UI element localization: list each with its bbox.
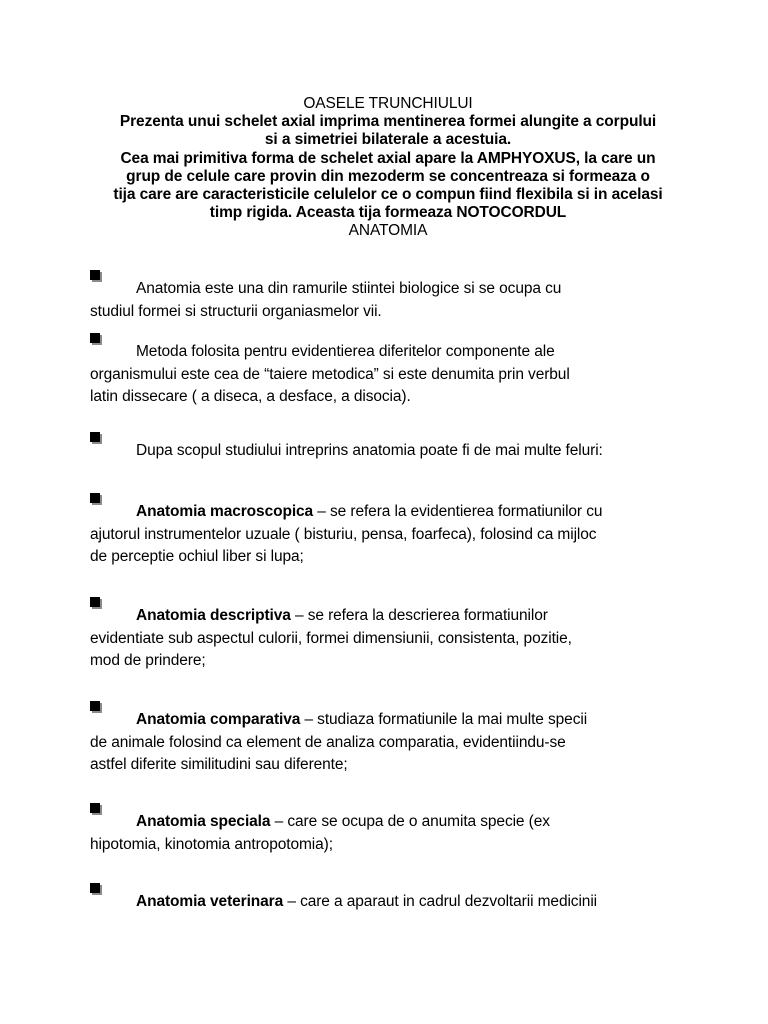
bullet-item bbox=[90, 270, 690, 323]
bullet-continuation-line: ajutorul instrumentelor uzuale ( bisturiu, pensa, foarfeca), folosind ca mijloc bbox=[90, 525, 597, 543]
square-bullet-icon bbox=[90, 701, 100, 711]
bullet-text: – care se ocupa de o anumita specie (ex bbox=[270, 813, 550, 830]
bullet-continuation-line: hipotomia, kinotomia antropotomia); bbox=[90, 835, 333, 853]
intro-paragraph-line: Cea mai primitiva forma de schelet axial apare la AMPHYOXUS, la care un bbox=[120, 149, 656, 167]
square-bullet-icon bbox=[90, 270, 100, 280]
bullet-first-line bbox=[90, 709, 690, 732]
bullet-first-line bbox=[90, 891, 690, 914]
bullet-item bbox=[90, 803, 690, 856]
bullet-text: Dupa scopul studiului intreprins anatomia poate fi de mai multe feluri: bbox=[136, 442, 603, 459]
section-subtitle: ANATOMIA bbox=[348, 222, 428, 240]
bullet-continuation-line: studiul formei si structurii organiasmelor vii. bbox=[90, 302, 382, 320]
intro-paragraph-line: grup de celule care provin din mezoderm se concentreaza si formeaza o bbox=[126, 167, 650, 185]
bullet-item bbox=[90, 333, 690, 409]
intro-paragraph-line: Prezenta unui schelet axial imprima mentinerea formei alungite a corpului bbox=[119, 113, 657, 131]
bullet-term: Anatomia comparativa bbox=[136, 711, 301, 728]
bullet-first-line bbox=[90, 440, 690, 463]
square-bullet-icon bbox=[90, 333, 100, 343]
bullet-first-line bbox=[90, 501, 690, 524]
bullet-term: Anatomia descriptiva bbox=[136, 607, 291, 624]
bullet-continuation-line: de perceptie ochiul liber si lupa; bbox=[90, 548, 304, 565]
bullet-text: Anatomia este una din ramurile stiintei biologice si se ocupa cu bbox=[136, 280, 562, 297]
bullet-first-line bbox=[90, 605, 690, 628]
bullet-text: – studiaza formatiunile la mai multe specii bbox=[300, 711, 588, 728]
bullet-term: Anatomia speciala bbox=[136, 813, 271, 830]
square-bullet-icon bbox=[90, 883, 100, 893]
bullet-item bbox=[90, 432, 690, 463]
square-bullet-icon bbox=[90, 597, 100, 607]
bullet-first-line bbox=[90, 278, 690, 301]
intro-paragraph-line: tija care are caracteristicile celulelor ce o compun fiind flexibila si in acelasi bbox=[113, 186, 663, 204]
square-bullet-icon bbox=[90, 803, 100, 813]
intro-paragraph-line: si a simetriei bilaterale a acestuia. bbox=[264, 131, 512, 149]
intro-paragraph-line: timp rigida. Aceasta tija formeaza NOTOCORDUL bbox=[209, 204, 567, 222]
bullet-text: – se refera la descrierea formatiunilor bbox=[290, 607, 548, 624]
bullet-item bbox=[90, 597, 690, 673]
bullet-item bbox=[90, 493, 690, 569]
bullet-term: Anatomia veterinara bbox=[136, 893, 284, 910]
bullet-continuation-line: mod de prindere; bbox=[90, 652, 206, 669]
bullet-first-line bbox=[90, 341, 690, 364]
bullet-text: – se refera la evidentierea formatiunilor cu bbox=[313, 503, 603, 520]
bullet-continuation-line: de animale folosind ca element de analiza comparatia, evidentiindu-se bbox=[90, 733, 566, 751]
bullet-continuation-line: organismului este cea de “taiere metodica” si este denumita prin verbul bbox=[90, 365, 570, 383]
bullet-continuation-line: evidentiate sub aspectul culorii, formei dimensiunii, consistenta, pozitie, bbox=[90, 629, 572, 647]
bullet-text: – care a aparaut in cadrul dezvoltarii medicinii bbox=[283, 893, 598, 910]
document-header bbox=[86, 95, 690, 241]
square-bullet-icon bbox=[90, 432, 100, 442]
bullet-item bbox=[90, 701, 690, 777]
bullet-text: Metoda folosita pentru evidentierea diferitelor componente ale bbox=[136, 343, 555, 360]
bullet-first-line bbox=[90, 811, 690, 834]
bullet-term: Anatomia macroscopica bbox=[136, 503, 314, 520]
bullet-item bbox=[90, 883, 690, 914]
square-bullet-icon bbox=[90, 493, 100, 503]
bullet-continuation-line: latin dissecare ( a diseca, a desface, a disocia). bbox=[90, 388, 411, 405]
document-title: OASELE TRUNCHIULUI bbox=[303, 95, 473, 112]
bullet-continuation-line: astfel diferite similitudini sau diferente; bbox=[90, 756, 348, 773]
